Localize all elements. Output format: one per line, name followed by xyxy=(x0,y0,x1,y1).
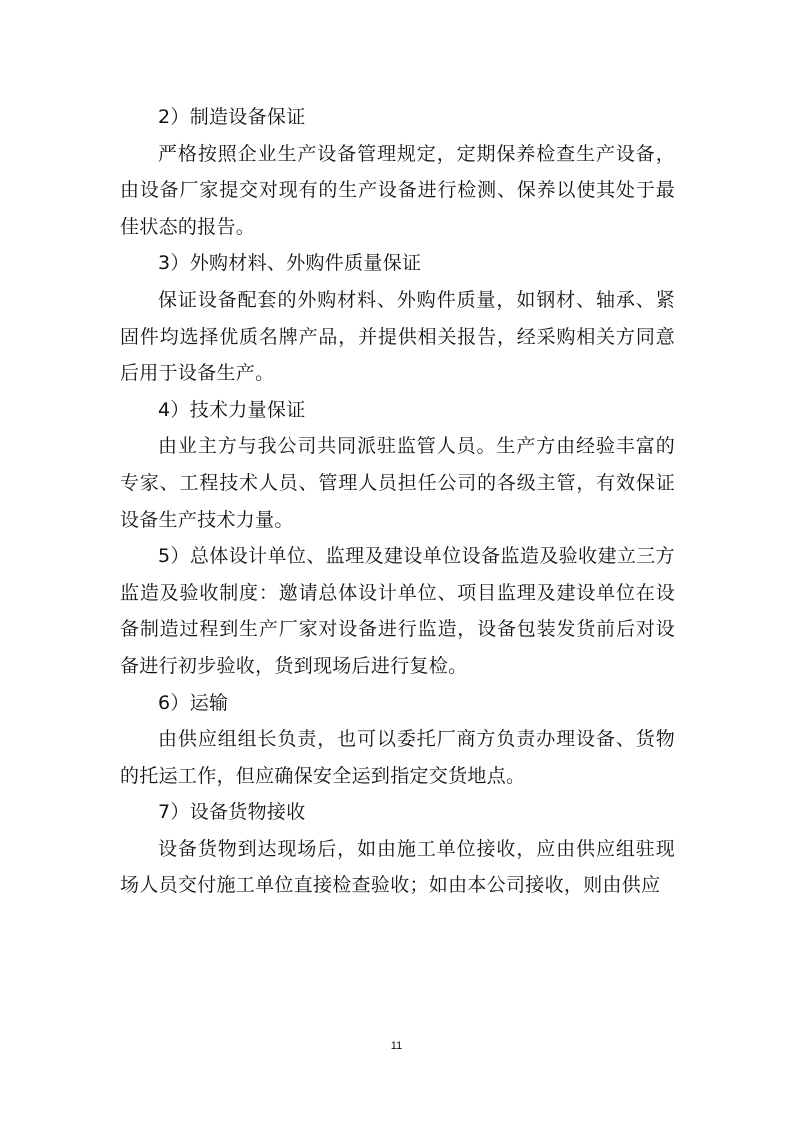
paragraph-equipment-maintenance: 严格按照企业生产设备管理规定，定期保养检查生产设备，由设备厂家提交对现有的生产设备进行检测、保养以使其处于最佳状态的报告。 xyxy=(120,142,675,238)
section-heading-transport: 6）运输 xyxy=(158,691,229,714)
section-heading-manufacturing-equipment: 2）制造设备保证 xyxy=(158,106,306,128)
paragraph-supervision-acceptance: 5）总体设计单位、监理及建设单位设备监造及验收建立三方监造及验收制度：邀请总体设计单位、项目监理及建设单位在设备制造过程到生产厂家对设备进行监造，设备包装发货前后对设备进行初步验收，货到现场后进行复检。 xyxy=(120,545,675,677)
paragraph-transport: 由供应组组长负责，也可以委托厂商方负责办理设备、货物的托运工作，但应确保安全运到指定交货地点。 xyxy=(120,728,675,787)
paragraph-purchased-materials: 保证设备配套的外购材料、外购件质量，如钢材、轴承、紧固件均选择优质名牌产品，并提供相关报告，经采购相关方同意后用于设备生产。 xyxy=(120,288,675,385)
section-heading-purchased-materials: 3）外购材料、外购件质量保证 xyxy=(158,252,422,275)
document-body xyxy=(120,99,675,904)
section-heading-goods-receipt: 7）设备货物接收 xyxy=(158,801,306,824)
page-number: 11 xyxy=(390,1040,403,1052)
paragraph-technical-strength: 由业主方与我公司共同派驻监管人员。生产方由经验丰富的专家、工程技术人员、管理人员担任公司的各级主管，有效保证设备生产技术力量。 xyxy=(120,435,675,531)
paragraph-goods-receipt: 设备货物到达现场后，如由施工单位接收，应由供应组驻现场人员交付施工单位直接检查验收；如由本公司接收，则由供应 xyxy=(120,837,675,897)
section-heading-technical-strength: 4）技术力量保证 xyxy=(158,398,306,421)
